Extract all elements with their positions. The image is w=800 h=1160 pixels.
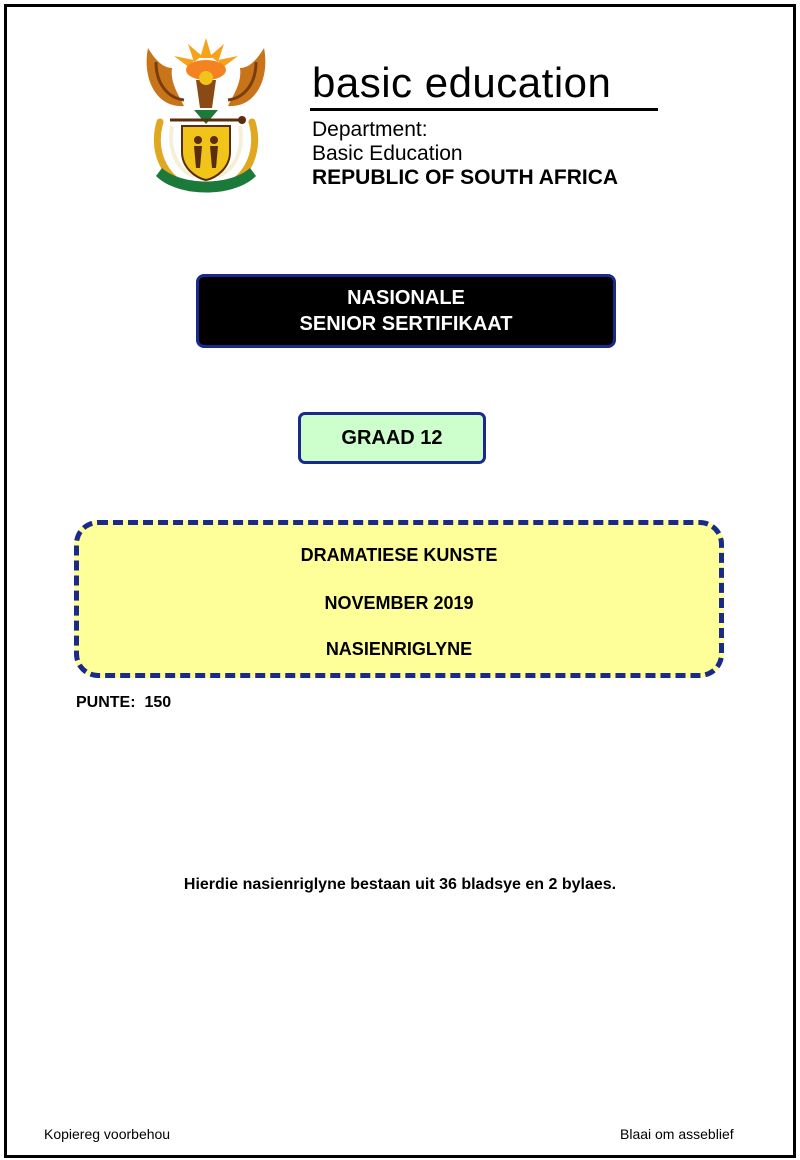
country-name: REPUBLIC OF SOUTH AFRICA bbox=[312, 166, 619, 189]
department-name: Basic Education bbox=[312, 142, 463, 165]
grade-label: GRAAD 12 bbox=[341, 426, 443, 449]
brand-name: basic education bbox=[312, 59, 612, 106]
subject-name: DRAMATIESE KUNSTE bbox=[300, 545, 498, 565]
department-label: Department: bbox=[312, 118, 428, 141]
subject-box bbox=[74, 520, 724, 678]
total-marks: PUNTE: 150 bbox=[76, 694, 172, 711]
turn-page-footer: Blaai om asseblief bbox=[620, 1126, 734, 1142]
copyright-footer: Kopiereg voorbehou bbox=[44, 1126, 171, 1142]
certificate-box bbox=[196, 274, 616, 348]
certificate-line-2: SENIOR SERTIFIKAAT bbox=[299, 313, 513, 335]
coat-of-arms-logo bbox=[138, 28, 274, 198]
document-type: NASIENRIGLYNE bbox=[325, 639, 473, 659]
certificate-line-1: NASIONALE bbox=[347, 287, 465, 309]
pages-note: Hierdie nasienriglyne bestaan uit 36 bladsye en 2 bylaes. bbox=[183, 876, 617, 893]
exam-session: NOVEMBER 2019 bbox=[324, 593, 474, 613]
grade-box bbox=[298, 412, 486, 464]
brand-divider bbox=[310, 108, 658, 111]
